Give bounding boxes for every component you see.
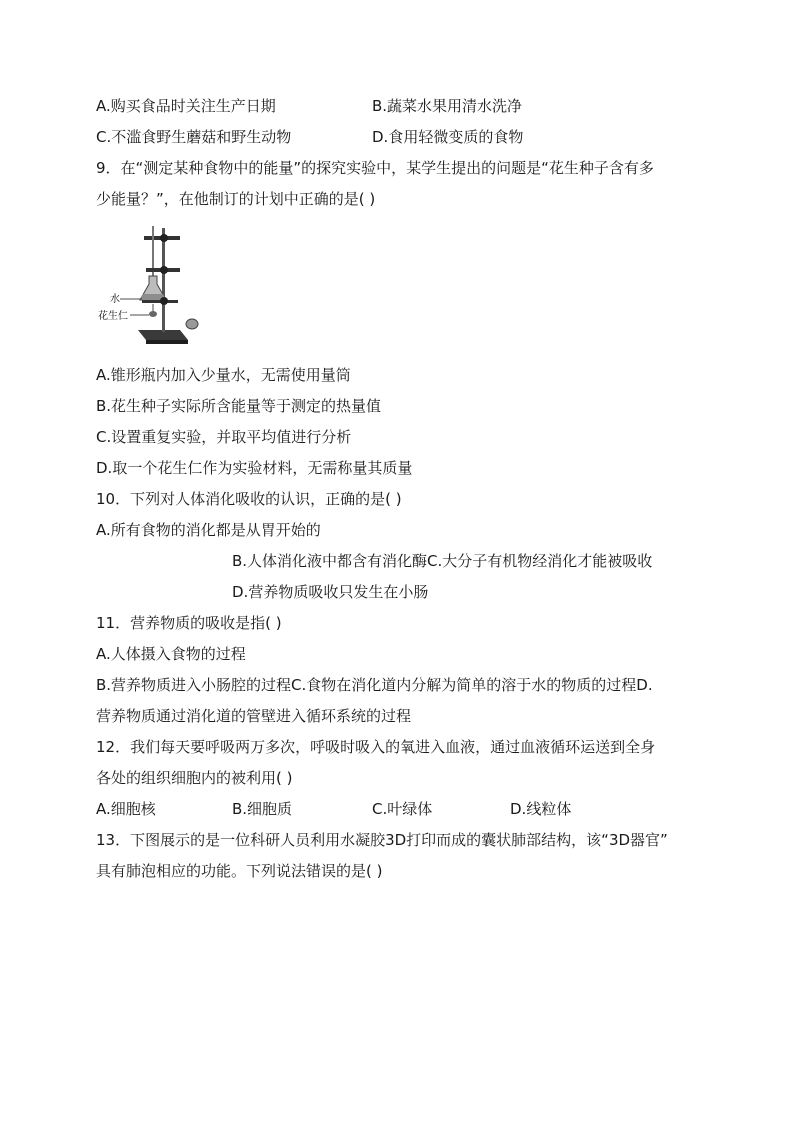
q13-stem-line1: 13．下图展示的是一位科研人员利用水凝胶3D打印而成的囊状肺部结构，该“3D器官”: [96, 831, 668, 849]
q11-option-bcd-line2: 营养物质通过消化道的管壁进入循环系统的过程: [96, 707, 412, 725]
q9-experiment-figure: [98, 220, 204, 350]
q9-option-c: C.设置重复实验，并取平均值进行分析: [96, 428, 352, 446]
q10-option-a: A.所有食物的消化都是从胃开始的: [96, 521, 321, 539]
label-peanut: 花生仁: [98, 311, 128, 322]
iron-stand-apparatus: [98, 220, 204, 350]
q11-option-a: A.人体摄入食物的过程: [96, 645, 246, 663]
q12-option-d: D.线粒体: [510, 800, 572, 818]
q12-option-c: C.叶绿体: [372, 800, 433, 818]
q12-option-b: B.细胞质: [232, 800, 293, 818]
q8-option-a: A.购买食品时关注生产日期: [96, 97, 276, 115]
q8-option-d: D.食用轻微变质的食物: [372, 128, 524, 146]
q10-option-d: D.营养物质吸收只发生在小肠: [232, 583, 429, 601]
q8-option-b: B.蔬菜水果用清水洗净: [372, 97, 523, 115]
label-water: 水: [110, 294, 120, 305]
q12-stem-line2: 各处的组织细胞内的被利用( ): [96, 769, 293, 787]
stand-rod: [162, 228, 165, 332]
stand-knob: [186, 319, 198, 329]
q13-stem-line2: 具有肺泡相应的功能。下列说法错误的是( ): [96, 862, 383, 880]
q10-option-bc: B.人体消化液中都含有消化酶C.大分子有机物经消化才能被吸收: [232, 552, 653, 570]
q9-stem-line2: 少能量？”，在他制订的计划中正确的是( ): [96, 190, 376, 208]
q12-stem-line1: 12．我们每天要呼吸两万多次，呼吸时吸入的氧进入血液，通过血液循环运送到全身: [96, 738, 656, 756]
q9-option-d: D.取一个花生仁作为实验材料，无需称量其质量: [96, 459, 413, 477]
q12-option-a: A.细胞核: [96, 800, 156, 818]
q8-option-c: C.不滥食野生蘑菇和野生动物: [96, 128, 292, 146]
q9-option-a: A.锥形瓶内加入少量水，无需使用量筒: [96, 366, 351, 384]
peanut: [149, 311, 157, 317]
lower-ring: [142, 300, 178, 303]
q9-stem-line1: 9．在“测定某种食物中的能量”的探究实验中，某学生提出的问题是“花生种子含有多: [96, 159, 654, 177]
q9-option-b: B.花生种子实际所含能量等于测定的热量值: [96, 397, 382, 415]
q10-stem: 10．下列对人体消化吸收的认识，正确的是( ): [96, 490, 402, 508]
q11-option-bcd-line1: B.营养物质进入小肠腔的过程C.食物在消化道内分解为简单的溶于水的物质的过程D.: [96, 676, 653, 694]
q11-stem: 11．营养物质的吸收是指( ): [96, 614, 282, 632]
